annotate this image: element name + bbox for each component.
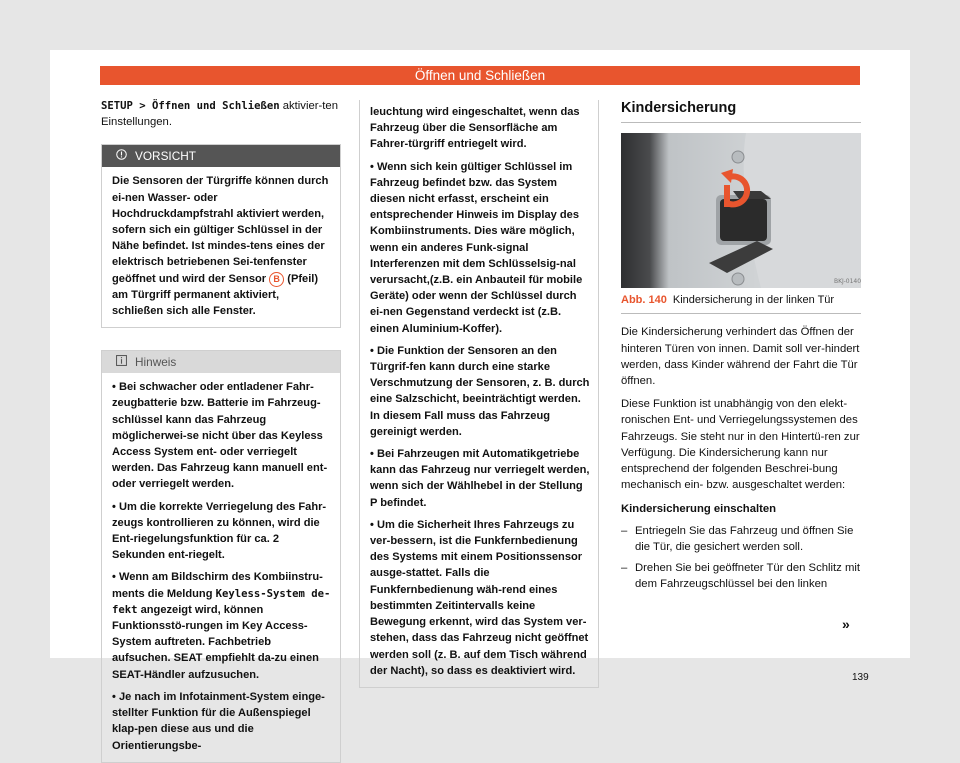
page-number: 139 — [852, 672, 869, 683]
caution-title: VORSICHT — [135, 149, 196, 164]
continue-marker: » — [842, 616, 850, 632]
hint-item-2: • Um die korrekte Verriegelung des Fahr-zeugs kontrollieren zu können, wird die Ent-riegelungsfunktion für ca. 2 Sekunden ent-riegelt. — [112, 500, 327, 562]
hint-cont-5: • Um die Sicherheit Ihres Fahrzeugs zu ver-bessern, ist die Funkfernbedienung des Systems mit einem Positionssensor ausge-stattet. Falls die Funkfernbedienung wäh-rend eines bestimmten Zeitintervalls keine Bewegung erkennt, wird das System ver-stehen, dass das Fahrzeug nicht geöffnet werden soll (z. B. auf dem Tisch während der Nacht), so dass es deaktiviert wird. — [370, 518, 589, 677]
figure-code: BKJ-0140 — [834, 278, 861, 286]
column-middle — [359, 100, 599, 688]
setup-path: SETUP > Öffnen und Schließen — [101, 100, 280, 112]
hint-cont-1: leuchtung wird eingeschaltet, wenn das Fahrzeug über die Sensorfläche am Fahrer-türgriff entriegelt wird. — [370, 106, 580, 151]
section-title: Kindersicherung — [621, 98, 861, 123]
door-lock-illustration — [621, 133, 861, 288]
info-square-icon — [116, 351, 127, 373]
caution-box — [101, 144, 341, 328]
keyless-message: Keyless-System de-fekt — [112, 587, 331, 616]
body-text — [621, 324, 861, 592]
hint-item-3: • Wenn am Bildschirm des Kombiinstru-ments die Meldung Keyless-System de-fekt angezeigt wird, können Funktionsstö-rungen im Key Access-System auftreten. Fachbetrieb aufsuchen. SEAT empfiehlt da-zu einen SEAT-Händler aufzusuchen. — [112, 571, 331, 681]
caution-body — [102, 167, 340, 327]
paragraph-1: Die Kindersicherung verhindert das Öffnen der hinteren Türen von innen. Damit soll ver-hindert werden, dass Kinder während der Fahrt die Tür öffnen. — [621, 326, 860, 388]
hint-header — [102, 351, 340, 373]
subsection-title: Kindersicherung einschalten — [621, 503, 777, 516]
page — [50, 50, 910, 752]
exclamation-circle-icon — [116, 145, 127, 167]
hint-cont-2: • Wenn sich kein gültiger Schlüssel im Fahrzeug befindet bzw. das System diesen nicht erfasst, erscheint ein entsprechender Hinweis im Display des Kombiinstruments. Dies wäre möglich, wenn ein anderes Funk-signal Interferenzen mit dem Schlüsselsig-nal verursacht,(z.B. ein Anbauteil für mobile Geräte) oder wenn der Schlüssel durch ei-nen Gegenstand verdeckt ist (z.B. einen Aluminium-Koffer). — [370, 160, 583, 335]
page-header: Öffnen und Schließen — [100, 66, 860, 85]
step-2: – Drehen Sie bei geöffneter Tür den Schlitz mit dem Fahrzeugschlüssel bei den linken — [621, 560, 861, 592]
hint-item-4: • Je nach im Infotainment-System einge-stellter Funktion für die Außenspiegel klap-pen diese aus und die Orientierungsbe- — [112, 690, 325, 752]
hint-cont-4: • Bei Fahrzeugen mit Automatikgetriebe kann das Fahrzeug nur verriegelt werden, wenn sich der Wählhebel in der Stellung P befindet. — [370, 448, 590, 509]
caution-text: Die Sensoren der Türgriffe können durch ei-nen Wasser- oder Hochdruckdampfstrahl aktiviert werden, sofern sich ein gültiger Schlüssel in der Nähe befindet. Ist mindes-tens eines der elektrisch betriebenen Sei-tenfenster geöffnet und wird der Sensor B (Pfeil) am Türgriff permanent aktiviert, schließen sich alle Fenster. — [112, 175, 329, 318]
hint-title: Hinweis — [135, 355, 177, 370]
paragraph-2: Diese Funktion ist unabhängig von den elekt-ronischen Ent- und Verriegelungssystemen des Fahrzeugs. Sie steht nur in den Hintertü-ren zur Verfügung. Die Kindersicherung kann nur entsprechend der folgenden Beschrei-bung mechanisch ein- bzw. ausgeschaltet werden: — [621, 398, 860, 492]
hint-box — [101, 350, 341, 762]
figure-caption: Abb. 140 Kindersicherung in der linken Tür — [621, 288, 861, 314]
marker-b: B — [269, 272, 284, 287]
hint-item-1: • Bei schwacher oder entladener Fahr-zeugbatterie bzw. Batterie im Fahrzeug-schlüssel kann das Fahrzeug möglicherwei-se nicht über das Keyless Access System ent- oder verriegelt werden. Das Fahrzeug kann manuell ent- oder verriegelt werden. — [112, 381, 328, 491]
step-1: – Entriegeln Sie das Fahrzeug und öffnen Sie die Tür, die gesichert werden soll. — [621, 523, 861, 555]
figure-child-lock — [621, 133, 861, 288]
hint-body — [102, 373, 340, 761]
intro-text: SETUP > Öffnen und Schließen aktivier-ten Einstellungen. — [101, 100, 338, 129]
column-right — [621, 98, 861, 592]
hint-box-continued — [359, 100, 599, 688]
hint-cont-3: • Die Funktion der Sensoren an den Türgrif-fen kann durch eine starke Verschmutzung der Sensoren, z. B. durch eine Salzschicht, beeinträchtigt werden. In diesem Fall muss das Fahrzeug gereinigt werden. — [370, 344, 590, 438]
figure-number: Abb. 140 — [621, 294, 667, 307]
hint-body-continued — [360, 100, 598, 687]
column-left — [101, 98, 341, 763]
caution-header — [102, 145, 340, 167]
